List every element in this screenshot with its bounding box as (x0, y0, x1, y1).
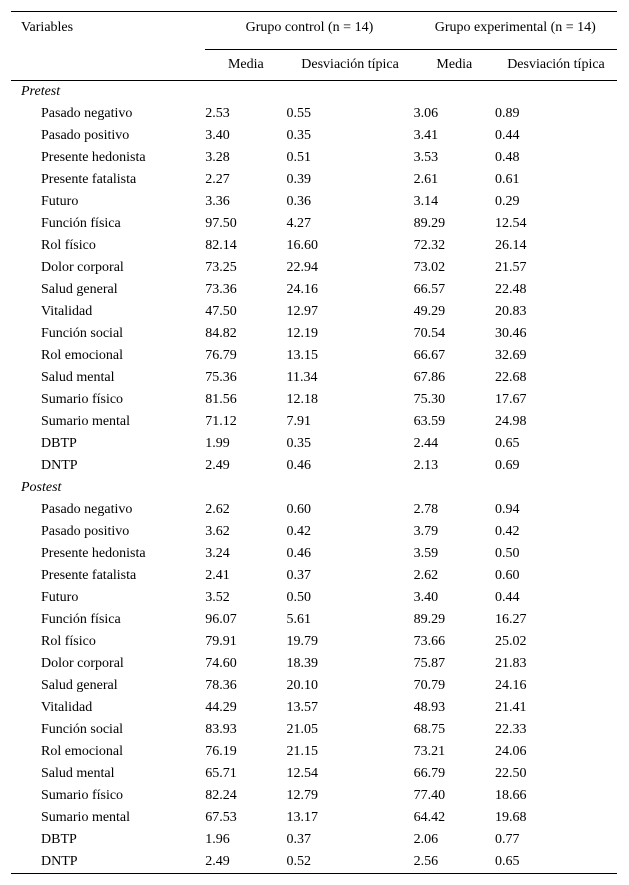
variable-name: DNTP (11, 851, 205, 874)
control-sd-value: 0.42 (286, 524, 312, 539)
table-row (11, 455, 617, 477)
control-sd-value: 21.05 (286, 722, 319, 737)
control-sd-value: 12.79 (286, 788, 319, 803)
table-row (11, 609, 617, 631)
control-sd-value: 13.57 (286, 700, 319, 715)
table-row (11, 543, 617, 565)
experimental-media-value: 66.79 (413, 766, 446, 781)
control-media-value: 82.14 (205, 238, 237, 253)
experimental-sd-value: 0.89 (494, 106, 520, 121)
experimental-media-value: 3.53 (413, 150, 439, 165)
experimental-media-value: 89.29 (413, 612, 446, 627)
experimental-sd-value: 19.68 (494, 810, 527, 825)
experimental-media-value: 89.29 (413, 216, 446, 231)
experimental-media-value: 68.75 (413, 722, 446, 737)
variable-name: Pasado positivo (41, 128, 130, 143)
control-media-value: 2.41 (205, 568, 230, 583)
experimental-media-value: 3.06 (413, 106, 439, 121)
variable-name: Sumario mental (41, 810, 131, 825)
variable-name: Sumario físico (41, 788, 124, 803)
header-row-stats (11, 50, 617, 81)
experimental-sd-value: 26.14 (494, 238, 527, 253)
experimental-media-value: 64.42 (413, 810, 446, 825)
table-row (11, 785, 617, 807)
control-sd-value: 0.39 (286, 172, 312, 187)
experimental-media-value: 72.32 (413, 238, 446, 253)
control-sd-value: 0.36 (286, 194, 312, 209)
control-media-value: 79.91 (205, 634, 237, 649)
experimental-sd-value: 17.67 (494, 392, 527, 407)
experimental-sd-value: 21.41 (494, 700, 527, 715)
control-media-value: 2.49 (205, 458, 230, 473)
control-sd-value: 0.37 (286, 832, 312, 847)
control-media-value: 3.24 (205, 546, 230, 561)
control-sd-value: 0.46 (286, 458, 312, 473)
experimental-sd-value: 18.66 (494, 788, 527, 803)
experimental-media-value: 73.02 (413, 260, 446, 275)
experimental-sd-value: 0.60 (494, 568, 520, 583)
statistics-table (11, 11, 617, 874)
experimental-media-value: 49.29 (413, 304, 446, 319)
experimental-sd-value: 0.65 (494, 436, 520, 451)
experimental-media-value: 75.87 (413, 656, 446, 671)
control-sd-value: 16.60 (286, 238, 319, 253)
control-media-value: 3.62 (205, 524, 230, 539)
control-sd-value: 13.15 (286, 348, 319, 363)
experimental-media-value: 63.59 (413, 414, 446, 429)
control-sd-value: 0.60 (286, 502, 312, 517)
table-row (11, 191, 617, 213)
variable-name: Función social (41, 326, 124, 341)
experimental-sd-value: 0.29 (494, 194, 520, 209)
table-row (11, 499, 617, 521)
variable-name: Función física (41, 612, 121, 627)
control-media-value: 1.96 (205, 832, 230, 847)
experimental-media-value: 75.30 (413, 392, 446, 407)
table-row (11, 653, 617, 675)
table-row (11, 807, 617, 829)
control-sd-value: 13.17 (286, 810, 319, 825)
experimental-sd-value: 0.69 (494, 458, 520, 473)
control-sd-value: 4.27 (286, 216, 312, 231)
control-sd-value: 5.61 (286, 612, 312, 627)
control-media-value: 1.99 (205, 436, 230, 451)
table-row (11, 367, 617, 389)
variable-name: Rol físico (41, 238, 96, 253)
control-media-value: 76.79 (205, 348, 237, 363)
experimental-media-value: 67.86 (413, 370, 446, 385)
experimental-sd-value: 0.42 (494, 524, 520, 539)
variable-name: Función física (41, 216, 121, 231)
experimental-sd-value: 16.27 (494, 612, 527, 627)
variable-name: Pasado positivo (41, 524, 130, 539)
experimental-sd-value: 22.33 (494, 722, 527, 737)
control-media-value: 44.29 (205, 700, 237, 715)
experimental-sd-value: 24.06 (494, 744, 527, 759)
variable-name: DBTP (41, 436, 77, 451)
group-experimental-header: Grupo experimental (n = 14) (414, 12, 617, 50)
table-row (11, 741, 617, 763)
variable-name: Presente hedonista (41, 546, 146, 561)
experimental-sd-value: 32.69 (494, 348, 527, 363)
table-row (11, 697, 617, 719)
control-sd-value: 12.19 (286, 326, 319, 341)
experimental-sd-value: 21.57 (494, 260, 527, 275)
variable-name: Pasado negativo (41, 502, 133, 517)
experimental-sd-value: 0.44 (494, 128, 520, 143)
control-media-value: 75.36 (205, 370, 237, 385)
control-sd-value: 18.39 (286, 656, 319, 671)
table-row (11, 213, 617, 235)
table-row (11, 411, 617, 433)
experimental-media-value: 3.40 (413, 590, 439, 605)
experimental-media-value: 2.13 (413, 458, 439, 473)
experimental-media-value: 77.40 (413, 788, 446, 803)
control-media-header: Media (205, 50, 286, 81)
experimental-sd-value: 22.50 (494, 766, 527, 781)
variables-header: Variables (11, 12, 205, 50)
experimental-media-value: 3.41 (413, 128, 439, 143)
header-row-groups (11, 12, 617, 50)
table-row (11, 565, 617, 587)
control-sd-value: 0.55 (286, 106, 312, 121)
experimental-sd-value: 0.65 (495, 851, 617, 874)
control-sd-value: 0.50 (286, 590, 312, 605)
control-media-value: 3.52 (205, 590, 230, 605)
group-control-header: Grupo control (n = 14) (205, 12, 413, 50)
table-row (11, 851, 617, 874)
experimental-media-value: 2.61 (413, 172, 439, 187)
control-media-value: 78.36 (205, 678, 237, 693)
table-row (11, 235, 617, 257)
table-row (11, 323, 617, 345)
control-sd-value: 19.79 (286, 634, 319, 649)
experimental-media-value: 2.62 (413, 568, 439, 583)
control-sd-value: 11.34 (286, 370, 318, 385)
experimental-sd-value: 0.44 (494, 590, 520, 605)
table-row (11, 719, 617, 741)
control-media-value: 81.56 (205, 392, 237, 407)
control-media-value: 71.12 (205, 414, 237, 429)
control-media-value: 73.36 (205, 282, 237, 297)
variable-name: Rol emocional (41, 744, 124, 759)
variable-name: Salud general (41, 678, 118, 693)
experimental-sd-value: 24.98 (494, 414, 527, 429)
control-sd-value: 24.16 (286, 282, 319, 297)
section-title: Pretest (21, 84, 61, 99)
experimental-sd-value: 22.68 (494, 370, 527, 385)
control-media-value: 3.36 (205, 194, 230, 209)
experimental-media-value: 3.14 (413, 194, 439, 209)
experimental-media-value: 2.06 (413, 832, 439, 847)
experimental-media-value: 73.21 (413, 744, 446, 759)
section-row (11, 81, 617, 104)
variable-name: DBTP (41, 832, 77, 847)
variable-name: Dolor corporal (41, 260, 124, 275)
table-row (11, 125, 617, 147)
table-row (11, 631, 617, 653)
experimental-sd-value: 0.50 (494, 546, 520, 561)
control-media-value: 74.60 (205, 656, 237, 671)
variable-name: Pasado negativo (41, 106, 133, 121)
statistics-table-container (11, 11, 617, 874)
experimental-sd-value: 12.54 (494, 216, 527, 231)
section-title: Postest (21, 480, 62, 495)
variable-name: Presente hedonista (41, 150, 146, 165)
control-media-value: 2.49 (205, 851, 286, 874)
variable-name: Salud mental (41, 370, 115, 385)
control-sd-value: 7.91 (286, 414, 312, 429)
table-row (11, 587, 617, 609)
control-media-value: 3.28 (205, 150, 230, 165)
variable-name: Presente fatalista (41, 172, 137, 187)
experimental-sd-value: 24.16 (494, 678, 527, 693)
variable-name: Sumario mental (41, 414, 131, 429)
control-media-value: 65.71 (205, 766, 237, 781)
control-sd-value: 0.35 (286, 128, 312, 143)
table-row (11, 521, 617, 543)
table-row (11, 389, 617, 411)
experimental-media-value: 2.44 (413, 436, 439, 451)
table-row (11, 103, 617, 125)
variable-name: Salud mental (41, 766, 115, 781)
experimental-media-value: 66.67 (413, 348, 446, 363)
control-media-value: 3.40 (205, 128, 230, 143)
experimental-media-value: 66.57 (413, 282, 446, 297)
variable-name: Futuro (41, 590, 79, 605)
experimental-sd-value: 0.77 (494, 832, 520, 847)
control-media-value: 96.07 (205, 612, 237, 627)
experimental-sd-value: 21.83 (494, 656, 527, 671)
experimental-media-value: 3.59 (413, 546, 439, 561)
experimental-sd-value: 0.48 (494, 150, 520, 165)
control-media-value: 82.24 (205, 788, 237, 803)
control-media-value: 84.82 (205, 326, 237, 341)
table-row (11, 279, 617, 301)
variable-name: Rol físico (41, 634, 96, 649)
control-sd-value: 0.35 (286, 436, 312, 451)
experimental-media-value: 70.79 (413, 678, 446, 693)
experimental-media-value: 3.79 (413, 524, 439, 539)
header-empty-cell (11, 50, 205, 81)
control-sd-value: 12.54 (286, 766, 319, 781)
variable-name: Salud general (41, 282, 118, 297)
control-sd-value: 21.15 (286, 744, 319, 759)
control-sd-value: 12.97 (286, 304, 319, 319)
control-media-value: 83.93 (205, 722, 237, 737)
table-row (11, 301, 617, 323)
control-media-value: 73.25 (205, 260, 237, 275)
table-body (11, 81, 617, 874)
table-header (11, 12, 617, 81)
control-media-value: 47.50 (205, 304, 237, 319)
table-row (11, 345, 617, 367)
control-sd-value: 0.51 (286, 150, 312, 165)
experimental-sd-value: 0.61 (494, 172, 520, 187)
experimental-sd-value: 0.94 (494, 502, 520, 517)
table-row (11, 829, 617, 851)
experimental-media-value: 2.78 (413, 502, 439, 517)
variable-name: Vitalidad (41, 700, 93, 715)
experimental-sd-value: 30.46 (494, 326, 527, 341)
experimental-media-value: 73.66 (413, 634, 446, 649)
control-sd-value: 0.52 (287, 851, 414, 874)
variable-name: Función social (41, 722, 124, 737)
experimental-media-header: Media (414, 50, 495, 81)
control-sd-header: Desviación típica (287, 50, 414, 81)
control-sd-value: 0.37 (286, 568, 312, 583)
control-media-value: 2.62 (205, 502, 230, 517)
table-row (11, 147, 617, 169)
variable-name: Vitalidad (41, 304, 93, 319)
table-row (11, 433, 617, 455)
table-row (11, 763, 617, 785)
variable-name: Sumario físico (41, 392, 124, 407)
experimental-sd-header: Desviación típica (495, 50, 617, 81)
control-sd-value: 12.18 (286, 392, 319, 407)
control-sd-value: 0.46 (286, 546, 312, 561)
table-row (11, 675, 617, 697)
experimental-sd-value: 25.02 (494, 634, 527, 649)
control-media-value: 76.19 (205, 744, 237, 759)
control-media-value: 97.50 (205, 216, 237, 231)
experimental-media-value: 2.56 (414, 851, 495, 874)
experimental-sd-value: 22.48 (494, 282, 527, 297)
control-media-value: 67.53 (205, 810, 237, 825)
variable-name: Dolor corporal (41, 656, 124, 671)
table-row (11, 257, 617, 279)
variable-name: Futuro (41, 194, 79, 209)
control-media-value: 2.53 (205, 106, 230, 121)
experimental-media-value: 48.93 (413, 700, 446, 715)
table-row (11, 169, 617, 191)
experimental-media-value: 70.54 (413, 326, 446, 341)
section-row (11, 477, 617, 499)
control-sd-value: 20.10 (286, 678, 319, 693)
control-sd-value: 22.94 (286, 260, 319, 275)
experimental-sd-value: 20.83 (494, 304, 527, 319)
variable-name: Rol emocional (41, 348, 124, 363)
variable-name: Presente fatalista (41, 568, 137, 583)
control-media-value: 2.27 (205, 172, 230, 187)
variable-name: DNTP (41, 458, 78, 473)
